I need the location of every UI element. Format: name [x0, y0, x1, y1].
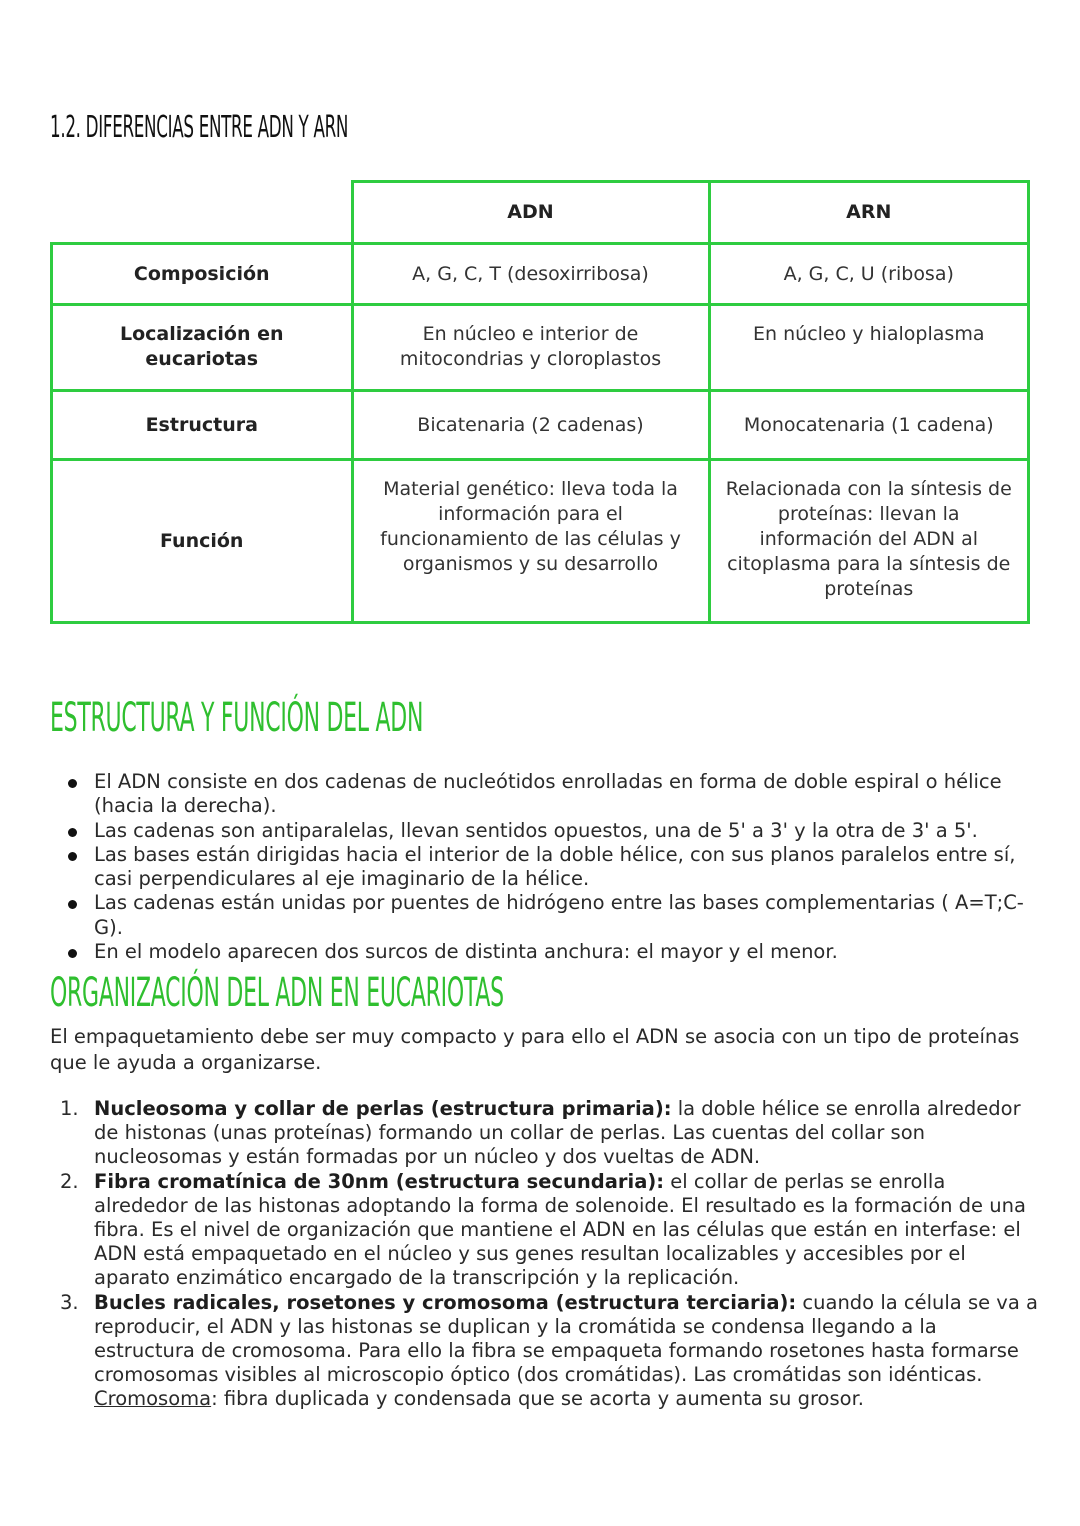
list-item [50, 770, 1040, 819]
row-header: Estructura [52, 391, 353, 460]
list-item [50, 940, 1040, 964]
bullet-icon [68, 828, 77, 837]
list-item [50, 1097, 1040, 1170]
table-row [52, 305, 1029, 391]
table-corner-cell [52, 182, 353, 244]
cell-adn: En núcleo e interior de mitocondrias y cloroplastos [352, 305, 709, 391]
cell-adn: A, G, C, T (desoxirribosa) [352, 244, 709, 305]
comparison-table [50, 180, 1030, 624]
column-header-arn: ARN [709, 182, 1029, 244]
bullet-icon [68, 779, 77, 788]
cell-adn: Material genético: lleva toda la información para el funcionamiento de las células y organismos y su desarrollo [352, 460, 709, 623]
item-text: el collar de perlas se enrolla alrededor de las histonas adoptando la forma de solenoide. El resultado es la formación de una fibra. Es el nivel de organización que mantiene el ADN en las células que están en interfase: el ADN está empaquetado en el núcleo y sus genes resultan localizables y accesibles por el aparato enzimático encargado de la transcripción y la replicación. [94, 1169, 1026, 1290]
cell-arn: A, G, C, U (ribosa) [709, 244, 1029, 305]
bullet-text: En el modelo aparecen dos surcos de distinta anchura: el mayor y el menor. [94, 940, 838, 964]
cell-arn: Relacionada con la síntesis de proteínas: llevan la información del ADN al citoplasma para la síntesis de proteínas [709, 460, 1029, 623]
item-bold-title: Bucles radicales, rosetones y cromosoma (estructura terciaria): [94, 1290, 797, 1314]
item-tail-text: : fibra duplicada y condensada que se acorta y aumenta su grosor. [211, 1387, 864, 1411]
table-row [52, 391, 1029, 460]
list-item [50, 1291, 1040, 1412]
bullet-text: El ADN consiste en dos cadenas de nucleótidos enrolladas en forma de doble espiral o hélice (hacia la derecha). [94, 770, 1002, 818]
item-bold-title: Fibra cromatínica de 30nm (estructura secundaria): [94, 1169, 665, 1193]
heading-estructura: ESTRUCTURA Y FUNCIÓN DEL ADN [50, 695, 424, 741]
item-bold-title: Nucleosoma y collar de perlas (estructura primaria): [94, 1097, 672, 1120]
list-item [50, 891, 1040, 940]
row-header: Localización en eucariotas [52, 305, 353, 391]
table-row [52, 244, 1029, 305]
item-text: cuando la célula se va a reproducir, el ADN y las histonas se duplican y la cromátida se condensa llegando a la estructura de cromosoma. Para ello la fibra se empaqueta formando rosetones hasta formarse cromosomas visibles al microscopio óptico (dos cromátidas). Las cromátidas son idénticas. [94, 1290, 1038, 1387]
cell-arn: En núcleo y hialoplasma [709, 305, 1029, 391]
estructura-bullet-list [50, 770, 1040, 964]
table-header-row [52, 182, 1029, 244]
cell-adn: Bicatenaria (2 cadenas) [352, 391, 709, 460]
bullet-icon [68, 852, 77, 861]
cell-arn: Monocatenaria (1 cadena) [709, 391, 1029, 460]
list-item [50, 843, 1040, 892]
bullet-icon [68, 949, 77, 958]
column-header-adn: ADN [352, 182, 709, 244]
item-text: la doble hélice se enrolla alrededor de histonas (unas proteínas) formando un collar de perlas. Las cuentas del collar son nucleosomas y están formadas por un núcleo y dos vueltas de ADN. [94, 1097, 1021, 1169]
bullet-text: Las bases están dirigidas hacia el interior de la doble hélice, con sus planos paralelos entre sí, casi perpendiculares al eje imaginario de la hélice. [94, 842, 1016, 891]
bullet-text: Las cadenas son antiparalelas, llevan sentidos opuestos, una de 5' a 3' y la otra de 3' a 5'. [94, 818, 978, 842]
organizacion-numbered-list [50, 1097, 1040, 1412]
table-row [52, 460, 1029, 623]
list-item [50, 819, 1040, 843]
organizacion-intro: El empaquetamiento debe ser muy compacto y para ello el ADN se asocia con un tipo de proteínas que le ayuda a organizarse. [50, 1025, 1020, 1074]
bullet-text: Las cadenas están unidas por puentes de hidrógeno entre las bases complementarias ( A=T;C-G). [94, 891, 1024, 939]
item-number: 1. [60, 1097, 79, 1120]
row-header: Función [52, 460, 353, 623]
section-title: 1.2. DIFERENCIAS ENTRE ADN Y ARN [50, 110, 349, 145]
underlined-term: Cromosoma [94, 1387, 212, 1411]
list-item [50, 1170, 1040, 1291]
row-header: Composición [52, 244, 353, 305]
item-number: 2. [60, 1169, 79, 1193]
item-number: 3. [60, 1290, 79, 1314]
heading-organizacion: ORGANIZACIÓN DEL ADN EN EUCARIOTAS [50, 970, 504, 1016]
bullet-icon [68, 900, 77, 909]
